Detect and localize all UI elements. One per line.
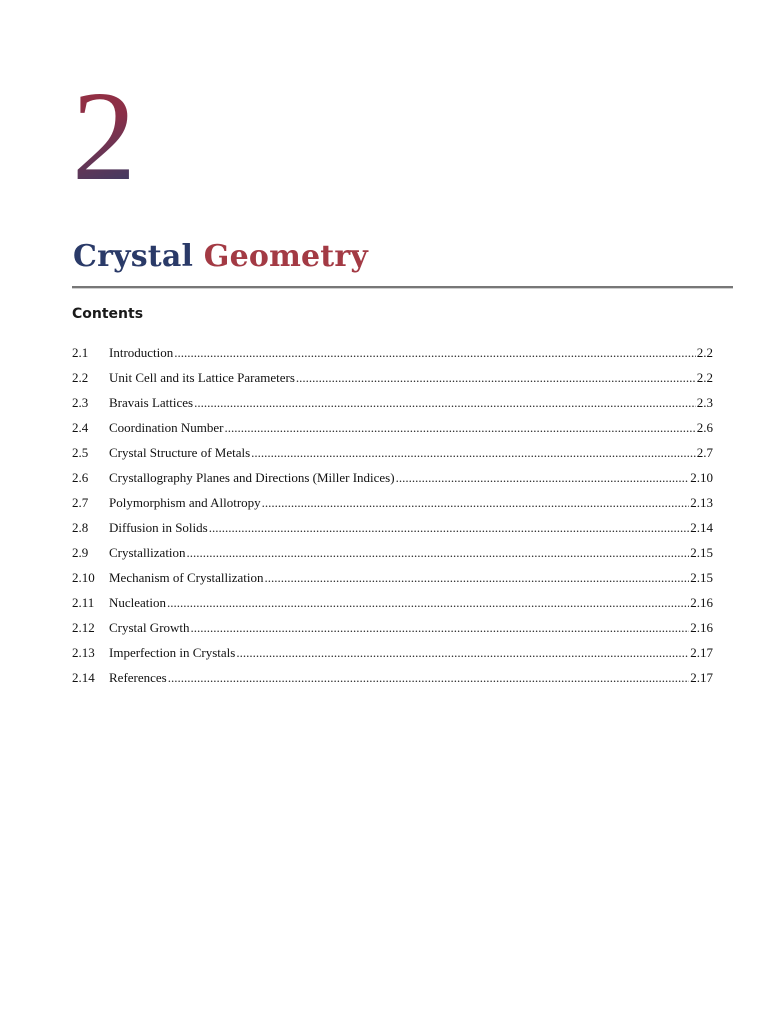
toc-entry[interactable] [72,590,713,615]
toc-entry-title: Crystallography Planes and Directions (Miller Indices) [109,470,395,485]
toc-leader-dots [174,340,695,365]
toc-leader-dots [209,515,690,540]
toc-leader-dots [187,540,690,565]
toc-entry-page: 2.6 [696,420,713,435]
toc-entry-title: Introduction [109,345,174,360]
toc-entry-title: Polymorphism and Allotropy [109,495,261,510]
toc-entry-title: References [109,670,167,685]
toc-entry-title: Coordination Number [109,420,224,435]
toc-entry-number: 2.14 [72,670,95,685]
toc-entry-page: 2.3 [696,395,713,410]
toc-leader-dots [265,565,690,590]
toc-entry-number: 2.5 [72,445,89,460]
toc-leader-dots [168,665,690,690]
toc-leader-dots [194,390,696,415]
toc-entry[interactable] [72,540,713,565]
title-divider [72,286,733,289]
toc-entry-number: 2.12 [72,620,95,635]
toc-entry-page: 2.17 [690,645,713,660]
toc-entry-title: Nucleation [109,595,167,610]
toc-leader-dots [224,415,695,440]
toc-entry-title: Crystallization [109,545,186,560]
toc-entry-page: 2.13 [690,495,713,510]
toc-entry[interactable] [72,615,713,640]
toc-entry-number: 2.10 [72,570,95,585]
toc-entry-number: 2.1 [72,345,89,360]
toc-entry-page: 2.10 [690,470,713,485]
toc-entry-page: 2.16 [690,595,713,610]
toc-entry-number: 2.6 [72,470,89,485]
chapter-number: 2 [72,65,136,207]
toc-leader-dots [236,640,689,665]
toc-entry[interactable] [72,440,713,465]
chapter-title-word-1: Crystal [73,239,194,274]
toc-entry-number: 2.13 [72,645,95,660]
toc-entry-page: 2.2 [696,345,713,360]
toc-leader-dots [262,490,690,515]
toc-entry-page: 2.15 [690,570,713,585]
toc-entry-page: 2.2 [696,370,713,385]
toc-entry[interactable] [72,490,713,515]
toc-entry-number: 2.4 [72,420,89,435]
toc-leader-dots [251,440,696,465]
toc-entry-title: Mechanism of Crystallization [109,570,264,585]
contents-heading: Contents [72,306,144,322]
toc-entry-number: 2.9 [72,545,89,560]
toc-entry[interactable] [72,340,713,365]
toc-entry[interactable] [72,390,713,415]
toc-leader-dots [167,590,689,615]
toc-entry-page: 2.14 [690,520,713,535]
table-of-contents [72,340,713,690]
toc-leader-dots [191,615,690,640]
toc-entry-title: Imperfection in Crystals [109,645,236,660]
toc-entry-number: 2.7 [72,495,89,510]
toc-entry[interactable] [72,565,713,590]
toc-entry-number: 2.8 [72,520,89,535]
toc-entry-number: 2.2 [72,370,89,385]
toc-entry-title: Diffusion in Solids [109,520,208,535]
toc-leader-dots [296,365,696,390]
toc-entry[interactable] [72,415,713,440]
toc-entry-page: 2.17 [690,670,713,685]
toc-entry-title: Crystal Structure of Metals [109,445,251,460]
toc-entry-number: 2.3 [72,395,89,410]
toc-entry[interactable] [72,465,713,490]
toc-entry-title: Bravais Lattices [109,395,194,410]
toc-leader-dots [396,465,690,490]
toc-entry[interactable] [72,665,713,690]
toc-entry[interactable] [72,640,713,665]
chapter-title [73,239,368,275]
toc-entry-title: Crystal Growth [109,620,190,635]
toc-entry-page: 2.7 [696,445,713,460]
toc-entry[interactable] [72,515,713,540]
toc-entry-title: Unit Cell and its Lattice Parameters [109,370,295,385]
chapter-title-word-2: Geometry [203,239,369,274]
toc-entry-page: 2.16 [690,620,713,635]
toc-entry[interactable] [72,365,713,390]
toc-entry-page: 2.15 [690,545,713,560]
toc-entry-number: 2.11 [72,595,95,610]
